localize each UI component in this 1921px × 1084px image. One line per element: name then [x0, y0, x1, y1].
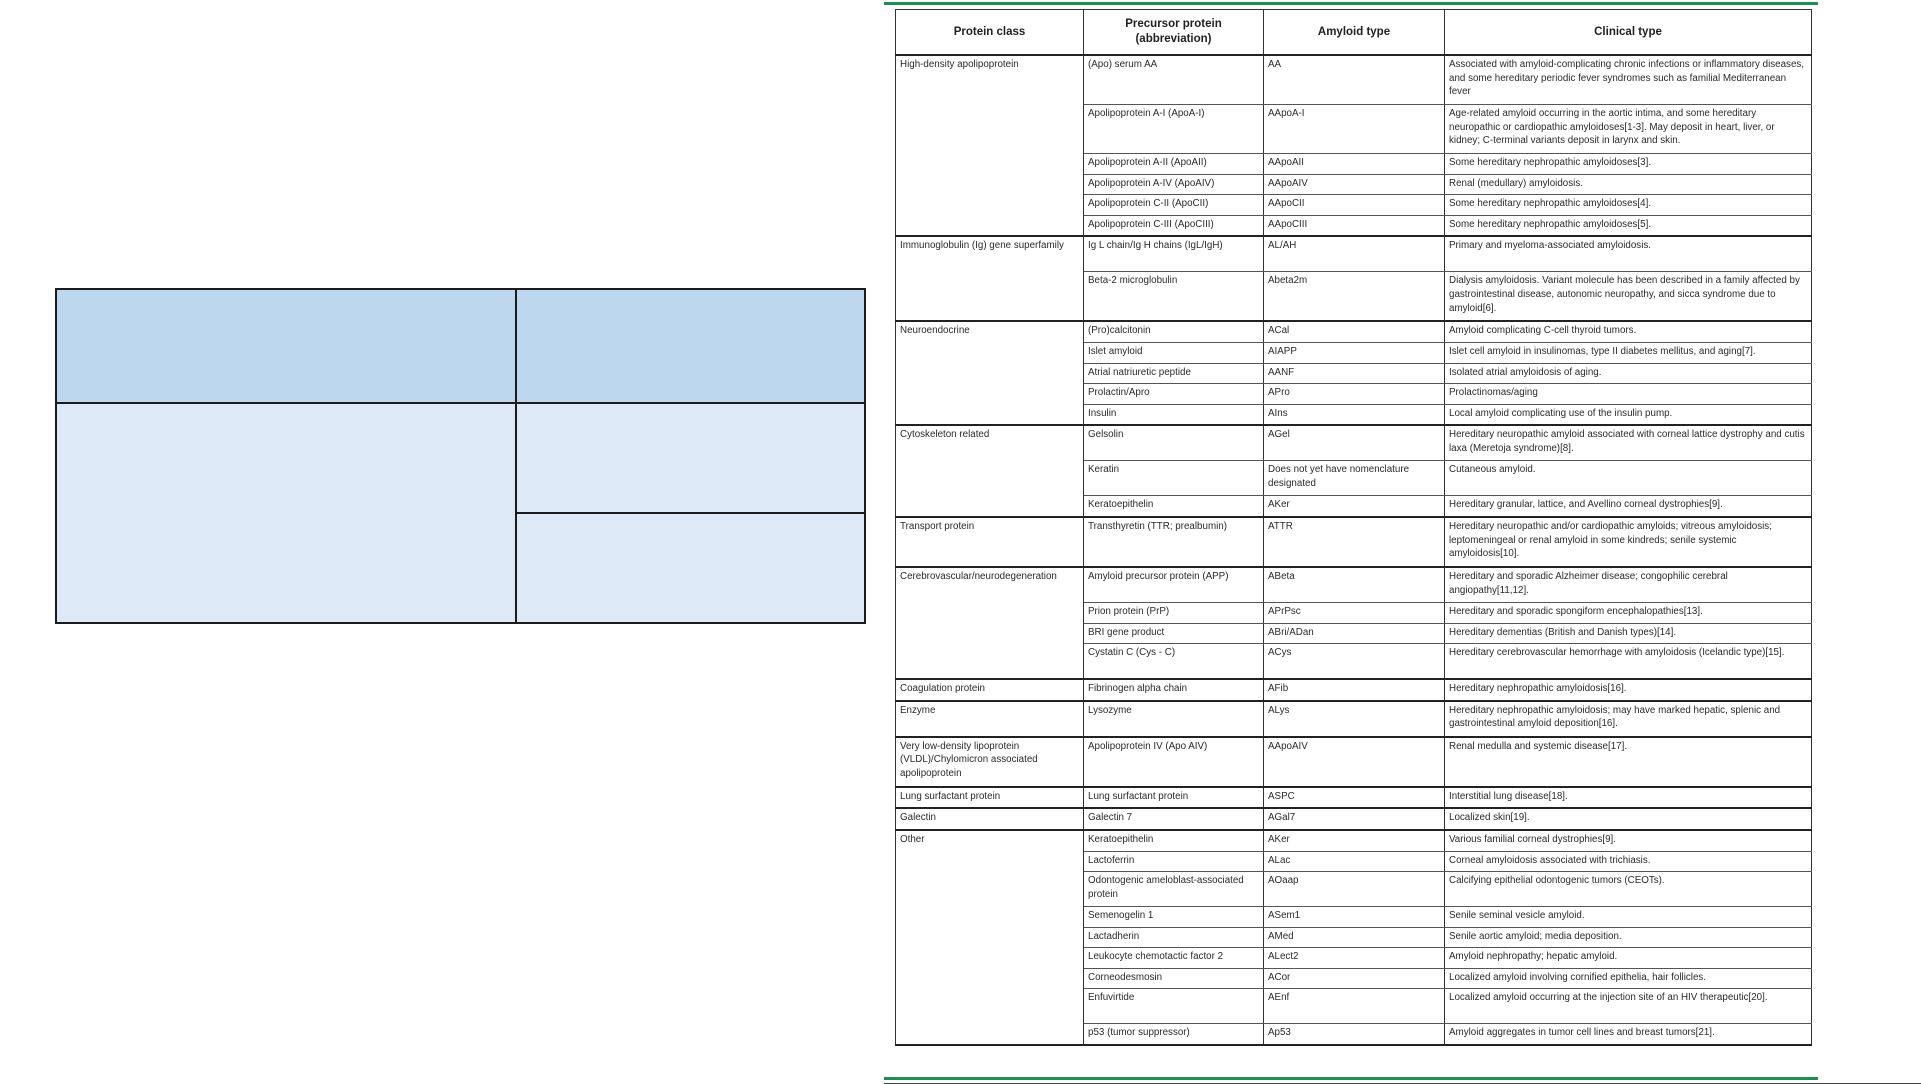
amyloid-type-cell: Abeta2m	[1264, 272, 1445, 322]
amyloid-type-cell: APrPsc	[1264, 602, 1445, 623]
precursor-protein-cell: Cystatin C (Cys - C)	[1084, 644, 1264, 680]
protein-class-cell: Cerebrovascular/neurodegeneration	[896, 567, 1084, 679]
amyloid-type-cell: ABri/ADan	[1264, 623, 1445, 644]
precursor-protein-cell: Prolactin/Apro	[1084, 384, 1264, 405]
precursor-protein-cell: Amyloid precursor protein (APP)	[1084, 567, 1264, 603]
amyloid-type-cell: AApoAIV	[1264, 737, 1445, 787]
precursor-protein-cell: (Pro)calcitonin	[1084, 321, 1264, 342]
precursor-protein-cell: Apolipoprotein A-I (ApoA-I)	[1084, 105, 1264, 154]
protein-class-cell: Neuroendocrine	[896, 321, 1084, 425]
table-row	[896, 830, 1812, 851]
placeholder-header-cell-1	[56, 289, 516, 403]
clinical-type-cell: Senile seminal vesicle amyloid.	[1445, 907, 1812, 928]
table-body	[896, 55, 1812, 1045]
header-clinical-type: Clinical type	[1445, 10, 1812, 56]
protein-class-cell: Other	[896, 830, 1084, 1045]
clinical-type-cell: Local amyloid complicating use of the insulin pump.	[1445, 404, 1812, 425]
table-row	[896, 425, 1812, 461]
amyloid-type-cell: AL/AH	[1264, 236, 1445, 272]
amyloid-table-image	[884, 2, 1818, 1080]
clinical-type-cell: Islet cell amyloid in insulinomas, type II diabetes mellitus, and aging[7].	[1445, 342, 1812, 363]
amyloid-type-cell: AGal7	[1264, 808, 1445, 830]
precursor-protein-cell: Leukocyte chemotactic factor 2	[1084, 948, 1264, 969]
amyloid-type-cell: AOaap	[1264, 872, 1445, 907]
precursor-protein-cell: Fibrinogen alpha chain	[1084, 679, 1264, 701]
clinical-type-cell: Some hereditary nephropathic amyloidoses[5].	[1445, 215, 1812, 236]
precursor-protein-cell: Lactoferrin	[1084, 851, 1264, 872]
amyloid-type-cell: Does not yet have nomenclature designated	[1264, 461, 1445, 496]
precursor-protein-cell: Keratoepithelin	[1084, 830, 1264, 851]
amyloid-type-cell: ABeta	[1264, 567, 1445, 603]
precursor-protein-cell: Beta-2 microglobulin	[1084, 272, 1264, 322]
clinical-type-cell: Renal medulla and systemic disease[17].	[1445, 737, 1812, 787]
amyloid-type-cell: AKer	[1264, 830, 1445, 851]
header-precursor-protein	[1084, 10, 1264, 56]
amyloid-type-cell: AGel	[1264, 425, 1445, 461]
placeholder-body-cell-2	[516, 403, 865, 513]
clinical-type-cell: Renal (medullary) amyloidosis.	[1445, 174, 1812, 195]
amyloid-type-cell: AApoA-I	[1264, 105, 1445, 154]
precursor-protein-cell: Prion protein (PrP)	[1084, 602, 1264, 623]
table-row	[896, 787, 1812, 809]
table-row	[896, 321, 1812, 342]
amyloid-type-cell: Ap53	[1264, 1024, 1445, 1045]
header-amyloid-type: Amyloid type	[1264, 10, 1445, 56]
table-row	[896, 808, 1812, 830]
clinical-type-cell: Age-related amyloid occurring in the aortic intima, and some hereditary neuropathic or cardiopathic amyloidoses[1-3]. May deposit in heart, liver, or kidney; C-terminal variants deposit in larynx and skin.	[1445, 105, 1812, 154]
precursor-protein-cell: Galectin 7	[1084, 808, 1264, 830]
precursor-protein-cell: Insulin	[1084, 404, 1264, 425]
precursor-protein-cell: Enfuvirtide	[1084, 989, 1264, 1024]
table-row	[896, 517, 1812, 567]
header-protein-class: Protein class	[896, 10, 1084, 56]
header-precursor-line1: Precursor protein	[1125, 18, 1222, 30]
clinical-type-cell: Calcifying epithelial odontogenic tumors (CEOTs).	[1445, 872, 1812, 907]
amyloid-type-cell: AApoAII	[1264, 154, 1445, 175]
protein-class-cell: Cytoskeleton related	[896, 425, 1084, 517]
precursor-protein-cell: p53 (tumor suppressor)	[1084, 1024, 1264, 1045]
precursor-protein-cell: Apolipoprotein A-II (ApoAII)	[1084, 154, 1264, 175]
protein-class-cell: Transport protein	[896, 517, 1084, 567]
clinical-type-cell: Hereditary and sporadic spongiform encephalopathies[13].	[1445, 602, 1812, 623]
amyloid-type-cell: ACor	[1264, 968, 1445, 989]
clinical-type-cell: Hereditary and sporadic Alzheimer disease; congophilic cerebral angiopathy[11,12].	[1445, 567, 1812, 603]
amyloid-type-cell: AA	[1264, 55, 1445, 105]
amyloid-type-cell: AApoCIII	[1264, 215, 1445, 236]
precursor-protein-cell: Transthyretin (TTR; prealbumin)	[1084, 517, 1264, 567]
amyloid-type-cell: ACal	[1264, 321, 1445, 342]
protein-class-cell: Coagulation protein	[896, 679, 1084, 701]
amyloid-classification-table	[895, 9, 1812, 1046]
amyloid-type-cell: ASPC	[1264, 787, 1445, 809]
placeholder-body-cell-1	[56, 403, 516, 623]
precursor-protein-cell: Corneodesmosin	[1084, 968, 1264, 989]
table-row	[896, 701, 1812, 737]
amyloid-type-cell: AApoCII	[1264, 195, 1445, 216]
table-row	[896, 236, 1812, 272]
amyloid-type-cell: AKer	[1264, 496, 1445, 517]
clinical-type-cell: Hereditary granular, lattice, and Avellino corneal dystrophies[9].	[1445, 496, 1812, 517]
placeholder-table	[55, 288, 866, 624]
clinical-type-cell: Dialysis amyloidosis. Variant molecule has been described in a family affected by gastrointestinal disease, autonomic neuropathy, and sicca syndrome due to amyloid[6].	[1445, 272, 1812, 322]
clinical-type-cell: Primary and myeloma-associated amyloidosis.	[1445, 236, 1812, 272]
protein-class-cell: Galectin	[896, 808, 1084, 830]
clinical-type-cell: Cutaneous amyloid.	[1445, 461, 1812, 496]
table-row	[896, 567, 1812, 603]
amyloid-type-cell: AFib	[1264, 679, 1445, 701]
precursor-protein-cell: Keratin	[1084, 461, 1264, 496]
placeholder-body-cell-3	[516, 513, 865, 623]
precursor-protein-cell: Apolipoprotein A-IV (ApoAIV)	[1084, 174, 1264, 195]
clinical-type-cell: Various familial corneal dystrophies[9].	[1445, 830, 1812, 851]
clinical-type-cell: Interstitial lung disease[18].	[1445, 787, 1812, 809]
precursor-protein-cell: Semenogelin 1	[1084, 907, 1264, 928]
precursor-protein-cell: Gelsolin	[1084, 425, 1264, 461]
clinical-type-cell: Some hereditary nephropathic amyloidoses[4].	[1445, 195, 1812, 216]
protein-class-cell: Lung surfactant protein	[896, 787, 1084, 809]
table-row	[896, 55, 1812, 105]
protein-class-cell: High-density apolipoprotein	[896, 55, 1084, 236]
clinical-type-cell: Amyloid nephropathy; hepatic amyloid.	[1445, 948, 1812, 969]
clinical-type-cell: Some hereditary nephropathic amyloidoses[3].	[1445, 154, 1812, 175]
clinical-type-cell: Prolactinomas/aging	[1445, 384, 1812, 405]
clinical-type-cell: Isolated atrial amyloidosis of aging.	[1445, 363, 1812, 384]
precursor-protein-cell: Odontogenic ameloblast-associated protein	[1084, 872, 1264, 907]
placeholder-header-cell-2	[516, 289, 865, 403]
amyloid-type-cell: ASem1	[1264, 907, 1445, 928]
clinical-type-cell: Senile aortic amyloid; media deposition.	[1445, 927, 1812, 948]
precursor-protein-cell: Keratoepithelin	[1084, 496, 1264, 517]
clinical-type-cell: Hereditary cerebrovascular hemorrhage with amyloidosis (Icelandic type)[15].	[1445, 644, 1812, 680]
clinical-type-cell: Amyloid aggregates in tumor cell lines and breast tumors[21].	[1445, 1024, 1812, 1045]
amyloid-type-cell: APro	[1264, 384, 1445, 405]
clinical-type-cell: Localized amyloid occurring at the injection site of an HIV therapeutic[20].	[1445, 989, 1812, 1024]
amyloid-type-cell: ALect2	[1264, 948, 1445, 969]
header-precursor-line2: (abbreviation)	[1135, 33, 1212, 45]
clinical-type-cell: Hereditary dementias (British and Danish types)[14].	[1445, 623, 1812, 644]
amyloid-type-cell: ACys	[1264, 644, 1445, 680]
amyloid-type-cell: AApoAIV	[1264, 174, 1445, 195]
precursor-protein-cell: Lactadherin	[1084, 927, 1264, 948]
precursor-protein-cell: Islet amyloid	[1084, 342, 1264, 363]
amyloid-type-cell: AIns	[1264, 404, 1445, 425]
clinical-type-cell: Localized amyloid involving cornified epithelia, hair follicles.	[1445, 968, 1812, 989]
table-row	[896, 737, 1812, 787]
precursor-protein-cell: BRI gene product	[1084, 623, 1264, 644]
precursor-protein-cell: Atrial natriuretic peptide	[1084, 363, 1264, 384]
amyloid-type-cell: ALac	[1264, 851, 1445, 872]
clinical-type-cell: Amyloid complicating C-cell thyroid tumors.	[1445, 321, 1812, 342]
amyloid-type-cell: ATTR	[1264, 517, 1445, 567]
amyloid-type-cell: AANF	[1264, 363, 1445, 384]
table-header-row	[896, 10, 1812, 56]
precursor-protein-cell: Apolipoprotein C-III (ApoCIII)	[1084, 215, 1264, 236]
clinical-type-cell: Localized skin[19].	[1445, 808, 1812, 830]
protein-class-cell: Very low-density lipoprotein (VLDL)/Chylomicron associated apolipoprotein	[896, 737, 1084, 787]
amyloid-type-cell: AIAPP	[1264, 342, 1445, 363]
amyloid-type-cell: AMed	[1264, 927, 1445, 948]
clinical-type-cell: Hereditary nephropathic amyloidosis[16].	[1445, 679, 1812, 701]
amyloid-type-cell: ALys	[1264, 701, 1445, 737]
table-row	[896, 679, 1812, 701]
precursor-protein-cell: (Apo) serum AA	[1084, 55, 1264, 105]
precursor-protein-cell: Lung surfactant protein	[1084, 787, 1264, 809]
precursor-protein-cell: Apolipoprotein C-II (ApoCII)	[1084, 195, 1264, 216]
clinical-type-cell: Corneal amyloidosis associated with trichiasis.	[1445, 851, 1812, 872]
precursor-protein-cell: Lysozyme	[1084, 701, 1264, 737]
clinical-type-cell: Hereditary neuropathic and/or cardiopathic amyloids; vitreous amyloidosis; leptomeningeal or renal amyloid in some kindreds; senile systemic amyloidosis[10].	[1445, 517, 1812, 567]
clinical-type-cell: Hereditary nephropathic amyloidosis; may have marked hepatic, splenic and gastrointestinal amyloid deposition[16].	[1445, 701, 1812, 737]
clinical-type-cell: Associated with amyloid-complicating chronic infections or inflammatory diseases, and some hereditary periodic fever syndromes such as familial Mediterranean fever	[1445, 55, 1812, 105]
clinical-type-cell: Hereditary neuropathic amyloid associated with corneal lattice dystrophy and cutis laxa (Meretoja syndrome)[8].	[1445, 425, 1812, 461]
amyloid-type-cell: AEnf	[1264, 989, 1445, 1024]
precursor-protein-cell: Apolipoprotein IV (Apo AIV)	[1084, 737, 1264, 787]
protein-class-cell: Enzyme	[896, 701, 1084, 737]
precursor-protein-cell: Ig L chain/Ig H chains (IgL/IgH)	[1084, 236, 1264, 272]
protein-class-cell: Immunoglobulin (Ig) gene superfamily	[896, 236, 1084, 321]
